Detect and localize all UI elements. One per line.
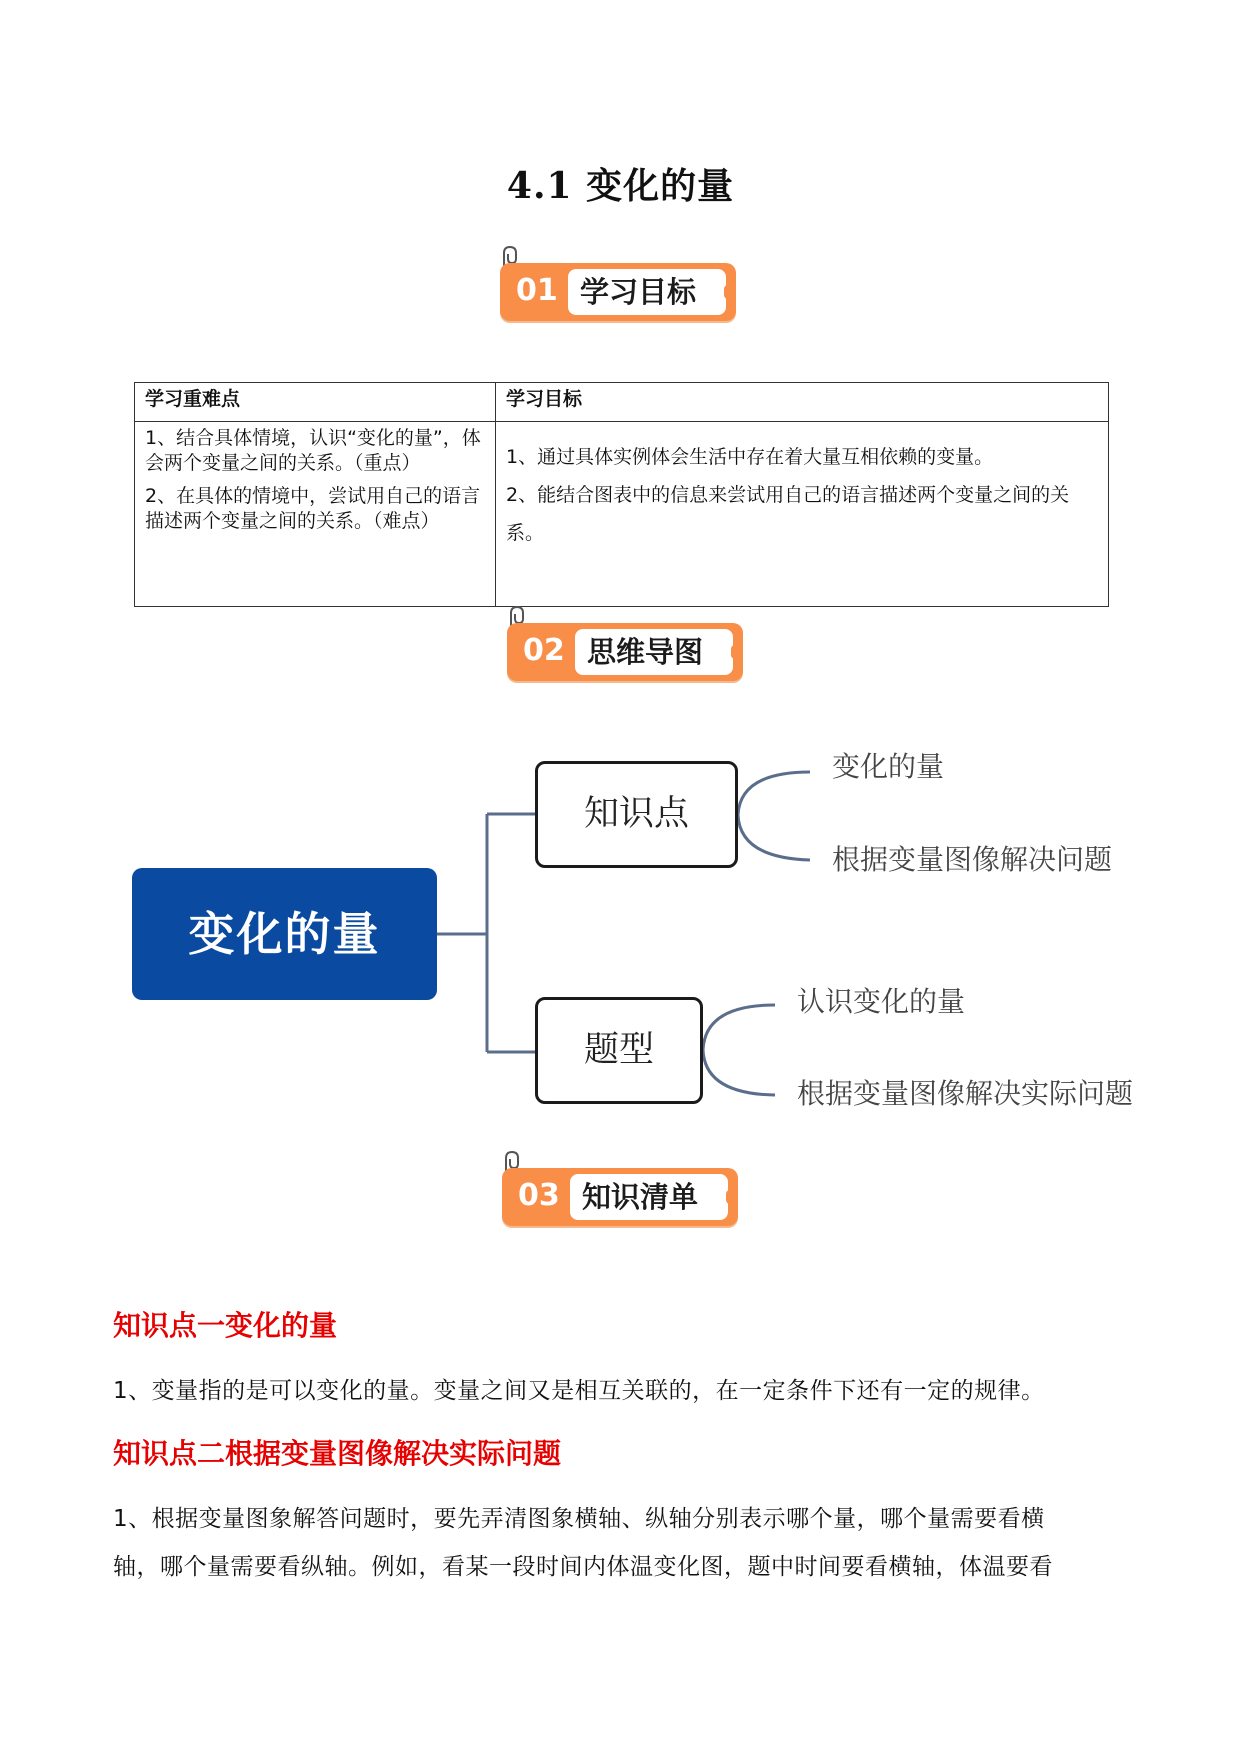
difficulty-item: 1、结合具体情境，认识“变化的量”，体会两个变量之间的关系。（重点） xyxy=(145,427,481,474)
knowledge-text-2-line2: 轴，哪个量需要看纵轴。例如，看某一段时间内体温变化图，题中时间要看横轴，体温要看 xyxy=(113,1554,1053,1580)
pill-notch xyxy=(726,1190,734,1204)
mindmap-node-question-types: 题型 xyxy=(535,997,703,1104)
mindmap-root: 变化的量 xyxy=(132,868,437,1000)
goal-item-text: 1、通过具体实例体会生活中存在着大量互相依赖的变量。 xyxy=(506,446,994,468)
knowledge-text-1: 1、变量指的是可以变化的量。变量之间又是相互关联的，在一定条件下还有一定的规律。 xyxy=(113,1378,1045,1404)
section-number: 03 xyxy=(518,1178,560,1213)
section-pill xyxy=(502,1168,738,1226)
knowledge-heading-2: 知识点二根据变量图像解决实际问题 xyxy=(113,1437,562,1470)
leaf-curve-2 xyxy=(703,1005,775,1095)
mindmap-leaf: 根据变量图像解决实际问题 xyxy=(797,1077,1134,1110)
table-header-difficulty: 学习重难点 xyxy=(135,383,496,422)
section-label: 学习目标 xyxy=(568,269,726,315)
section-label: 思维导图 xyxy=(575,629,733,675)
knowledge-heading-1: 知识点一变化的量 xyxy=(113,1309,338,1342)
section-number: 02 xyxy=(523,633,565,668)
section-label: 知识清单 xyxy=(570,1174,728,1220)
leaf-curve-1 xyxy=(738,772,810,860)
difficulty-item: 2、在具体的情境中，尝试用自己的语言描述两个变量之间的关系。（难点） xyxy=(145,485,481,532)
mindmap-leaf: 根据变量图像解决问题 xyxy=(832,843,1113,876)
mindmap-node-knowledge: 知识点 xyxy=(535,761,738,868)
mindmap-leaf: 认识变化的量 xyxy=(797,985,966,1018)
mindmap-leaf: 变化的量 xyxy=(832,750,945,783)
goal-item-text: 2、能结合图表中的信息来尝试用自己的语言描述两个变量之间的关系。 xyxy=(506,484,1070,544)
section-number: 01 xyxy=(516,273,558,308)
section-badge-03 xyxy=(500,1150,740,1230)
page-title: 4.1 变化的量 xyxy=(506,165,735,207)
table-header-goals: 学习目标 xyxy=(496,383,1109,422)
knowledge-text-2-line1: 1、根据变量图象解答问题时，要先弄清图象横轴、纵轴分别表示哪个量，哪个量需要看横 xyxy=(113,1506,1045,1532)
